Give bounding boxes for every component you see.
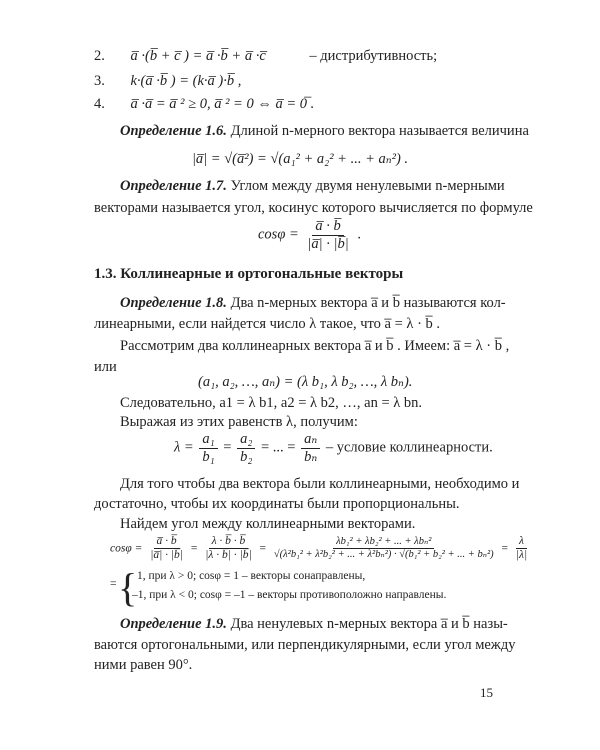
case-negative: –1, при λ < 0; cosφ = –1 – векторы противоположно направлены. bbox=[132, 589, 447, 601]
fraction-numerator: λ · b̅ · b̅ bbox=[209, 535, 249, 549]
definition-text: Длиной n-мерного вектора называется величина bbox=[230, 123, 529, 139]
definition-text: Два n-мерных вектора a̅ и b̅ называются кол- bbox=[230, 295, 506, 311]
cosine-derivation bbox=[110, 535, 532, 562]
coordinates-equation: (a₁, a₂, …, aₙ) = (λ b₁, λ b₂, …, λ bₙ). bbox=[198, 374, 413, 390]
definition-1-9-line3: ними равен 90°. bbox=[94, 657, 193, 673]
fraction-numerator: a̅ · b̅ bbox=[154, 535, 180, 549]
length-formula: |a̅| = √(a̅²) = √(a₁² + a₂² + ... + aₙ²) . bbox=[191, 151, 409, 167]
definition-text: Два ненулевых n-мерных вектора a̅ и b̅ назы- bbox=[230, 616, 508, 632]
definition-text: Углом между двумя ненулевыми n-мерными bbox=[230, 178, 505, 194]
fraction-denominator: |λ · b̅| · |b̅| bbox=[205, 549, 252, 562]
paragraph-line: Найдем угол между коллинеарными векторами. bbox=[120, 516, 416, 532]
paragraph-line: или bbox=[94, 359, 117, 375]
paragraph-line: Рассмотрим два коллинеарных вектора a̅ и b̅ . Имеем: a̅ = λ · b̅ , bbox=[120, 338, 510, 354]
definition-1-8-line2: линеарными, если найдется число λ такое, что a̅ = λ · b̅ . bbox=[94, 316, 441, 332]
definition-title: Определение 1.7. bbox=[120, 178, 227, 194]
condition-text: – условие коллинеарности. bbox=[325, 439, 493, 456]
paragraph-line: Следовательно, a1 = λ b1, a2 = λ b2, …, an = λ bn. bbox=[120, 395, 423, 411]
paragraph-line: Выражая из этих равенств λ, получим: bbox=[120, 414, 358, 430]
formula: a̅ ·(b̅ + c̅ ) = a̅ ·b̅ + a̅ ·c̅ bbox=[130, 48, 266, 64]
fraction-denominator: |a̅| · |b̅| bbox=[307, 235, 349, 252]
item-number: 4. bbox=[94, 96, 105, 112]
formula-dots: = ... = bbox=[260, 439, 296, 456]
collinearity-condition: λ = $\frac{\text{a₁}}{\text{b₁}}$ = $\frac{\text{a₂}}{\text{b₂}}$ = ... = $\frac{\text{aₙ}}{\text{bₙ}}$ – условие коллинеарности. bbox=[174, 431, 493, 465]
definition-1-9-line2: ваются ортогональными, или перпендикулярными, если угол между bbox=[94, 637, 516, 653]
formula-lhs: cosφ = bbox=[258, 226, 299, 243]
fraction-numerator: a̅ · b̅ bbox=[312, 218, 343, 236]
equals-sign: = bbox=[190, 542, 198, 555]
fraction-denominator: √(λ²b₁² + λ²b₂² + ... + λ²bₙ²) · √(b₁² + b₂² + ... + bₙ²) bbox=[273, 549, 494, 561]
case-positive: 1, при λ > 0; cosφ = 1 – векторы сонаправлены, bbox=[137, 570, 366, 582]
paragraph-line: достаточно, чтобы их координаты были пропорциональны. bbox=[94, 496, 460, 512]
formula-lhs: cosφ = bbox=[110, 542, 143, 555]
fraction-denominator: |a̅| · |b̅| bbox=[150, 549, 183, 562]
fraction-denominator: |λ| bbox=[515, 549, 528, 562]
list-item-4 bbox=[94, 96, 314, 113]
section-heading: 1.3. Коллинеарные и ортогональные векторы bbox=[94, 266, 404, 282]
definition-title: Определение 1.6. bbox=[120, 123, 227, 139]
definition-1-6 bbox=[120, 123, 529, 140]
equals-sign: = bbox=[259, 542, 266, 555]
fraction-numerator: a₂ bbox=[237, 431, 255, 449]
definition-1-8-line1 bbox=[120, 295, 506, 312]
definition-1-7-line2: векторами называется угол, косинус которого вычисляется по формуле bbox=[94, 200, 533, 216]
fraction-numerator: λb₁² + λb₂² + ... + λbₙ² bbox=[333, 536, 434, 549]
definition-title: Определение 1.9. bbox=[120, 616, 227, 632]
paragraph-line: Для того чтобы два вектора были коллинеарными, необходимо и bbox=[120, 476, 520, 492]
formula: a̅ ·a̅ = a̅ ² ≥ 0, a̅ ² = 0 ⇔ a̅ = 0̅ . bbox=[130, 96, 315, 112]
cases-brace: { bbox=[118, 565, 138, 610]
fraction-numerator: aₙ bbox=[301, 431, 320, 449]
cosine-formula bbox=[258, 218, 361, 252]
cases-equals: = bbox=[110, 578, 117, 590]
equals-sign: = bbox=[501, 542, 508, 555]
item-number: 2. bbox=[94, 48, 105, 64]
definition-1-7-line1 bbox=[120, 178, 505, 195]
fraction-numerator: λ bbox=[516, 535, 527, 549]
fraction-numerator: a₁ bbox=[199, 431, 217, 449]
page-number: 15 bbox=[480, 685, 493, 700]
list-item-2 bbox=[94, 48, 437, 65]
list-item-3 bbox=[94, 73, 241, 90]
fraction-denominator: bₙ bbox=[304, 448, 318, 465]
item-number: 3. bbox=[94, 73, 105, 89]
definition-title: Определение 1.8. bbox=[120, 295, 227, 311]
fraction-denominator: b₂ bbox=[240, 448, 253, 465]
formula-tail: . bbox=[357, 226, 361, 243]
definition-1-9-line1 bbox=[120, 616, 508, 633]
fraction-denominator: b₁ bbox=[202, 448, 215, 465]
item-description: – дистрибутивность; bbox=[309, 48, 438, 64]
formula: k·(a̅ ·b̅ ) = (k·a̅ )·b̅ , bbox=[130, 73, 242, 89]
formula-lhs: λ = bbox=[174, 439, 194, 456]
